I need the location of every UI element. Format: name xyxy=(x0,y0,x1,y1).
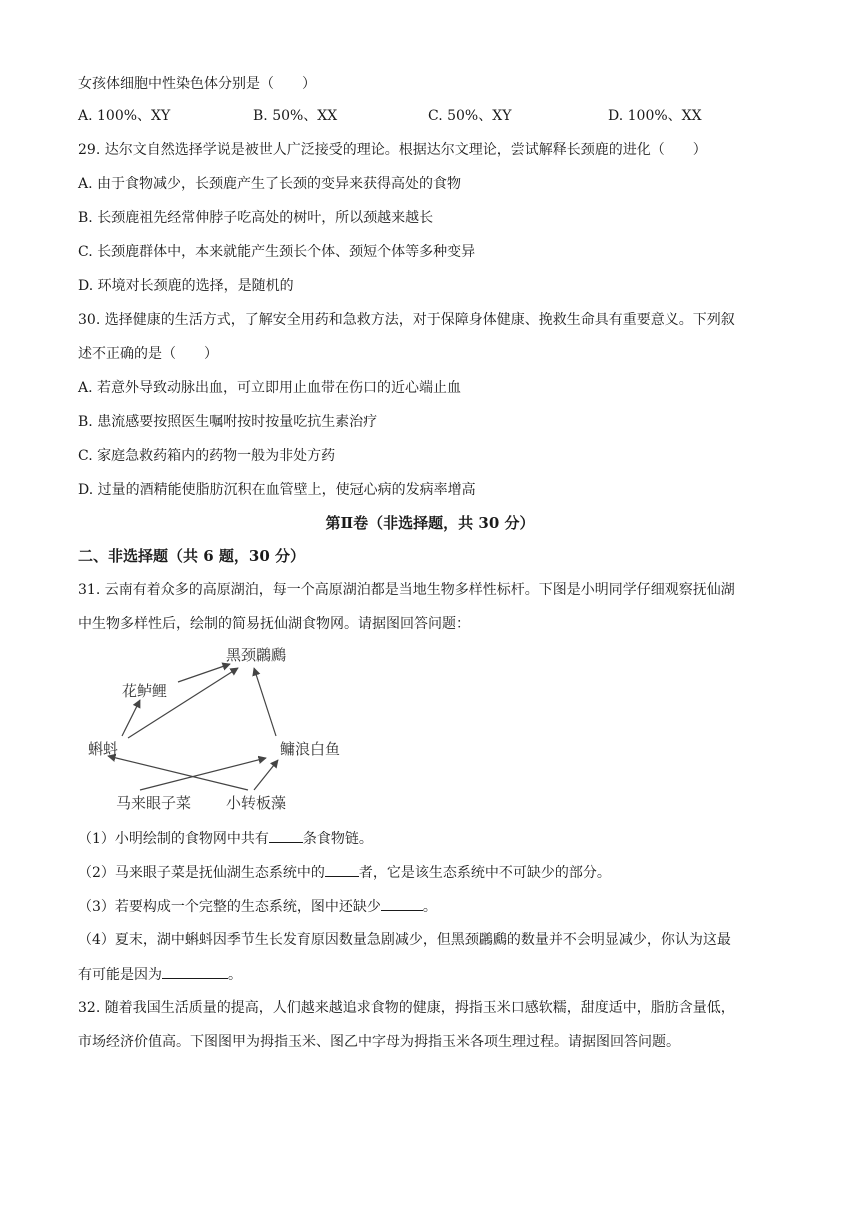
food-web-arrow xyxy=(122,700,140,736)
q31-sub2-text: （2）马来眼子菜是抚仙湖生态系统中的 xyxy=(78,865,325,881)
food-web-arrow xyxy=(108,756,248,790)
q31-sub1-blank[interactable] xyxy=(269,828,303,843)
q31-sub1 xyxy=(78,828,373,849)
q31-sub3 xyxy=(78,896,437,917)
q29-option-b: B. 长颈鹿祖先经常伸脖子吃高处的树叶，所以颈越来越长 xyxy=(78,210,434,226)
q29-option-a: A. 由于食物减少，长颈鹿产生了长颈的变异来获得高处的食物 xyxy=(78,176,462,192)
q31-sub4-line1: （4）夏末，湖中蝌蚪因季节生长发育原因数量急剧减少，但黑颈鸊鷉的数量并不会明显减少，你认为这最 xyxy=(78,932,731,948)
q32-stem-line1: 32. 随着我国生活质量的提高，人们越来越追求食物的健康，拇指玉米口感软糯，甜度适中，脂肪含量低， xyxy=(78,1000,735,1016)
q31-sub4-blank[interactable] xyxy=(162,964,228,979)
q31-sub1-text: （1）小明绘制的食物网中共有 xyxy=(78,831,269,847)
node-black-necked-grebe: 黑颈鸊鷉 xyxy=(226,646,287,664)
q31-sub1-text-after: 条食物链。 xyxy=(302,831,373,847)
section2-heading: 二、非选择题（共 6 题，30 分） xyxy=(78,547,305,565)
q30-stem-line1: 30. 选择健康的生活方式，了解安全用药和急救方法，对于保障身体健康、挽救生命具有重要意义。下列叙 xyxy=(78,312,735,328)
node-kanglang-whitefish: 鳙浪白鱼 xyxy=(280,740,341,758)
node-hualuli: 花鲈鲤 xyxy=(122,682,168,700)
q31-sub3-text: （3）若要构成一个完整的生态系统，图中还缺少 xyxy=(78,899,381,915)
part2-title: 第Ⅱ卷（非选择题，共 30 分） xyxy=(325,514,535,532)
food-web-arrow xyxy=(128,668,238,738)
q31-sub2-blank[interactable] xyxy=(325,862,359,877)
q31-sub4-line2 xyxy=(78,964,242,985)
q30-option-b: B. 患流感要按照医生嘱咐按时按量吃抗生素治疗 xyxy=(78,414,378,430)
q30-option-a: A. 若意外导致动脉出血，可立即用止血带在伤口的近心端止血 xyxy=(78,380,462,396)
q31-sub3-blank[interactable] xyxy=(381,896,423,911)
q30-stem-line2: 述不正确的是（ ） xyxy=(78,346,218,362)
q28-stem-tail: 女孩体细胞中性染色体分别是（ ） xyxy=(78,76,316,92)
q31-sub3-text-after: 。 xyxy=(422,899,437,915)
q30-option-d: D. 过量的酒精能使脂肪沉积在血管壁上，使冠心病的发病率增高 xyxy=(78,482,476,498)
food-web-arrow xyxy=(254,760,278,790)
q28-option-a: A. 100%、XY xyxy=(78,108,171,124)
q28-option-c: C. 50%、XY xyxy=(428,108,512,124)
q28-option-b: B. 50%、XX xyxy=(253,108,338,124)
q32-stem-line2: 市场经济价值高。下图图甲为拇指玉米、图乙中字母为拇指玉米各项生理过程。请据图回答问题。 xyxy=(78,1034,680,1050)
q29-stem: 29. 达尔文自然选择学说是被世人广泛接受的理论。根据达尔文理论，尝试解释长颈鹿的进化（ ） xyxy=(78,142,707,158)
q31-sub4-text: 有可能是因为 xyxy=(78,967,162,983)
q29-option-d: D. 环境对长颈鹿的选择，是随机的 xyxy=(78,278,294,294)
node-small-alga: 小转板藻 xyxy=(226,794,287,812)
q31-sub4-text-after: 。 xyxy=(228,967,242,983)
q30-option-c: C. 家庭急救药箱内的药物一般为非处方药 xyxy=(78,448,336,464)
q31-sub2 xyxy=(78,862,611,883)
q29-option-c: C. 长颈鹿群体中，本来就能产生颈长个体、颈短个体等多种变异 xyxy=(78,244,476,260)
q31-stem-line2: 中生物多样性后，绘制的简易抚仙湖食物网。请据图回答问题： xyxy=(78,616,470,632)
node-potamogeton: 马来眼子菜 xyxy=(116,794,192,812)
food-web-arrow xyxy=(178,664,230,682)
q28-options xyxy=(78,106,778,126)
node-tadpole: 蝌蚪 xyxy=(88,740,119,758)
q31-sub2-text-after: 者，它是该生态系统中不可缺少的部分。 xyxy=(358,865,611,881)
food-web-arrow xyxy=(254,668,276,736)
food-web-diagram xyxy=(78,640,368,820)
q28-option-d: D. 100%、XX xyxy=(608,108,702,124)
food-web-arrow xyxy=(140,758,266,790)
q31-stem-line1: 31. 云南有着众多的高原湖泊，每一个高原湖泊都是当地生物多样性标杆。下图是小明同学仔细观察抚仙湖 xyxy=(78,582,735,598)
